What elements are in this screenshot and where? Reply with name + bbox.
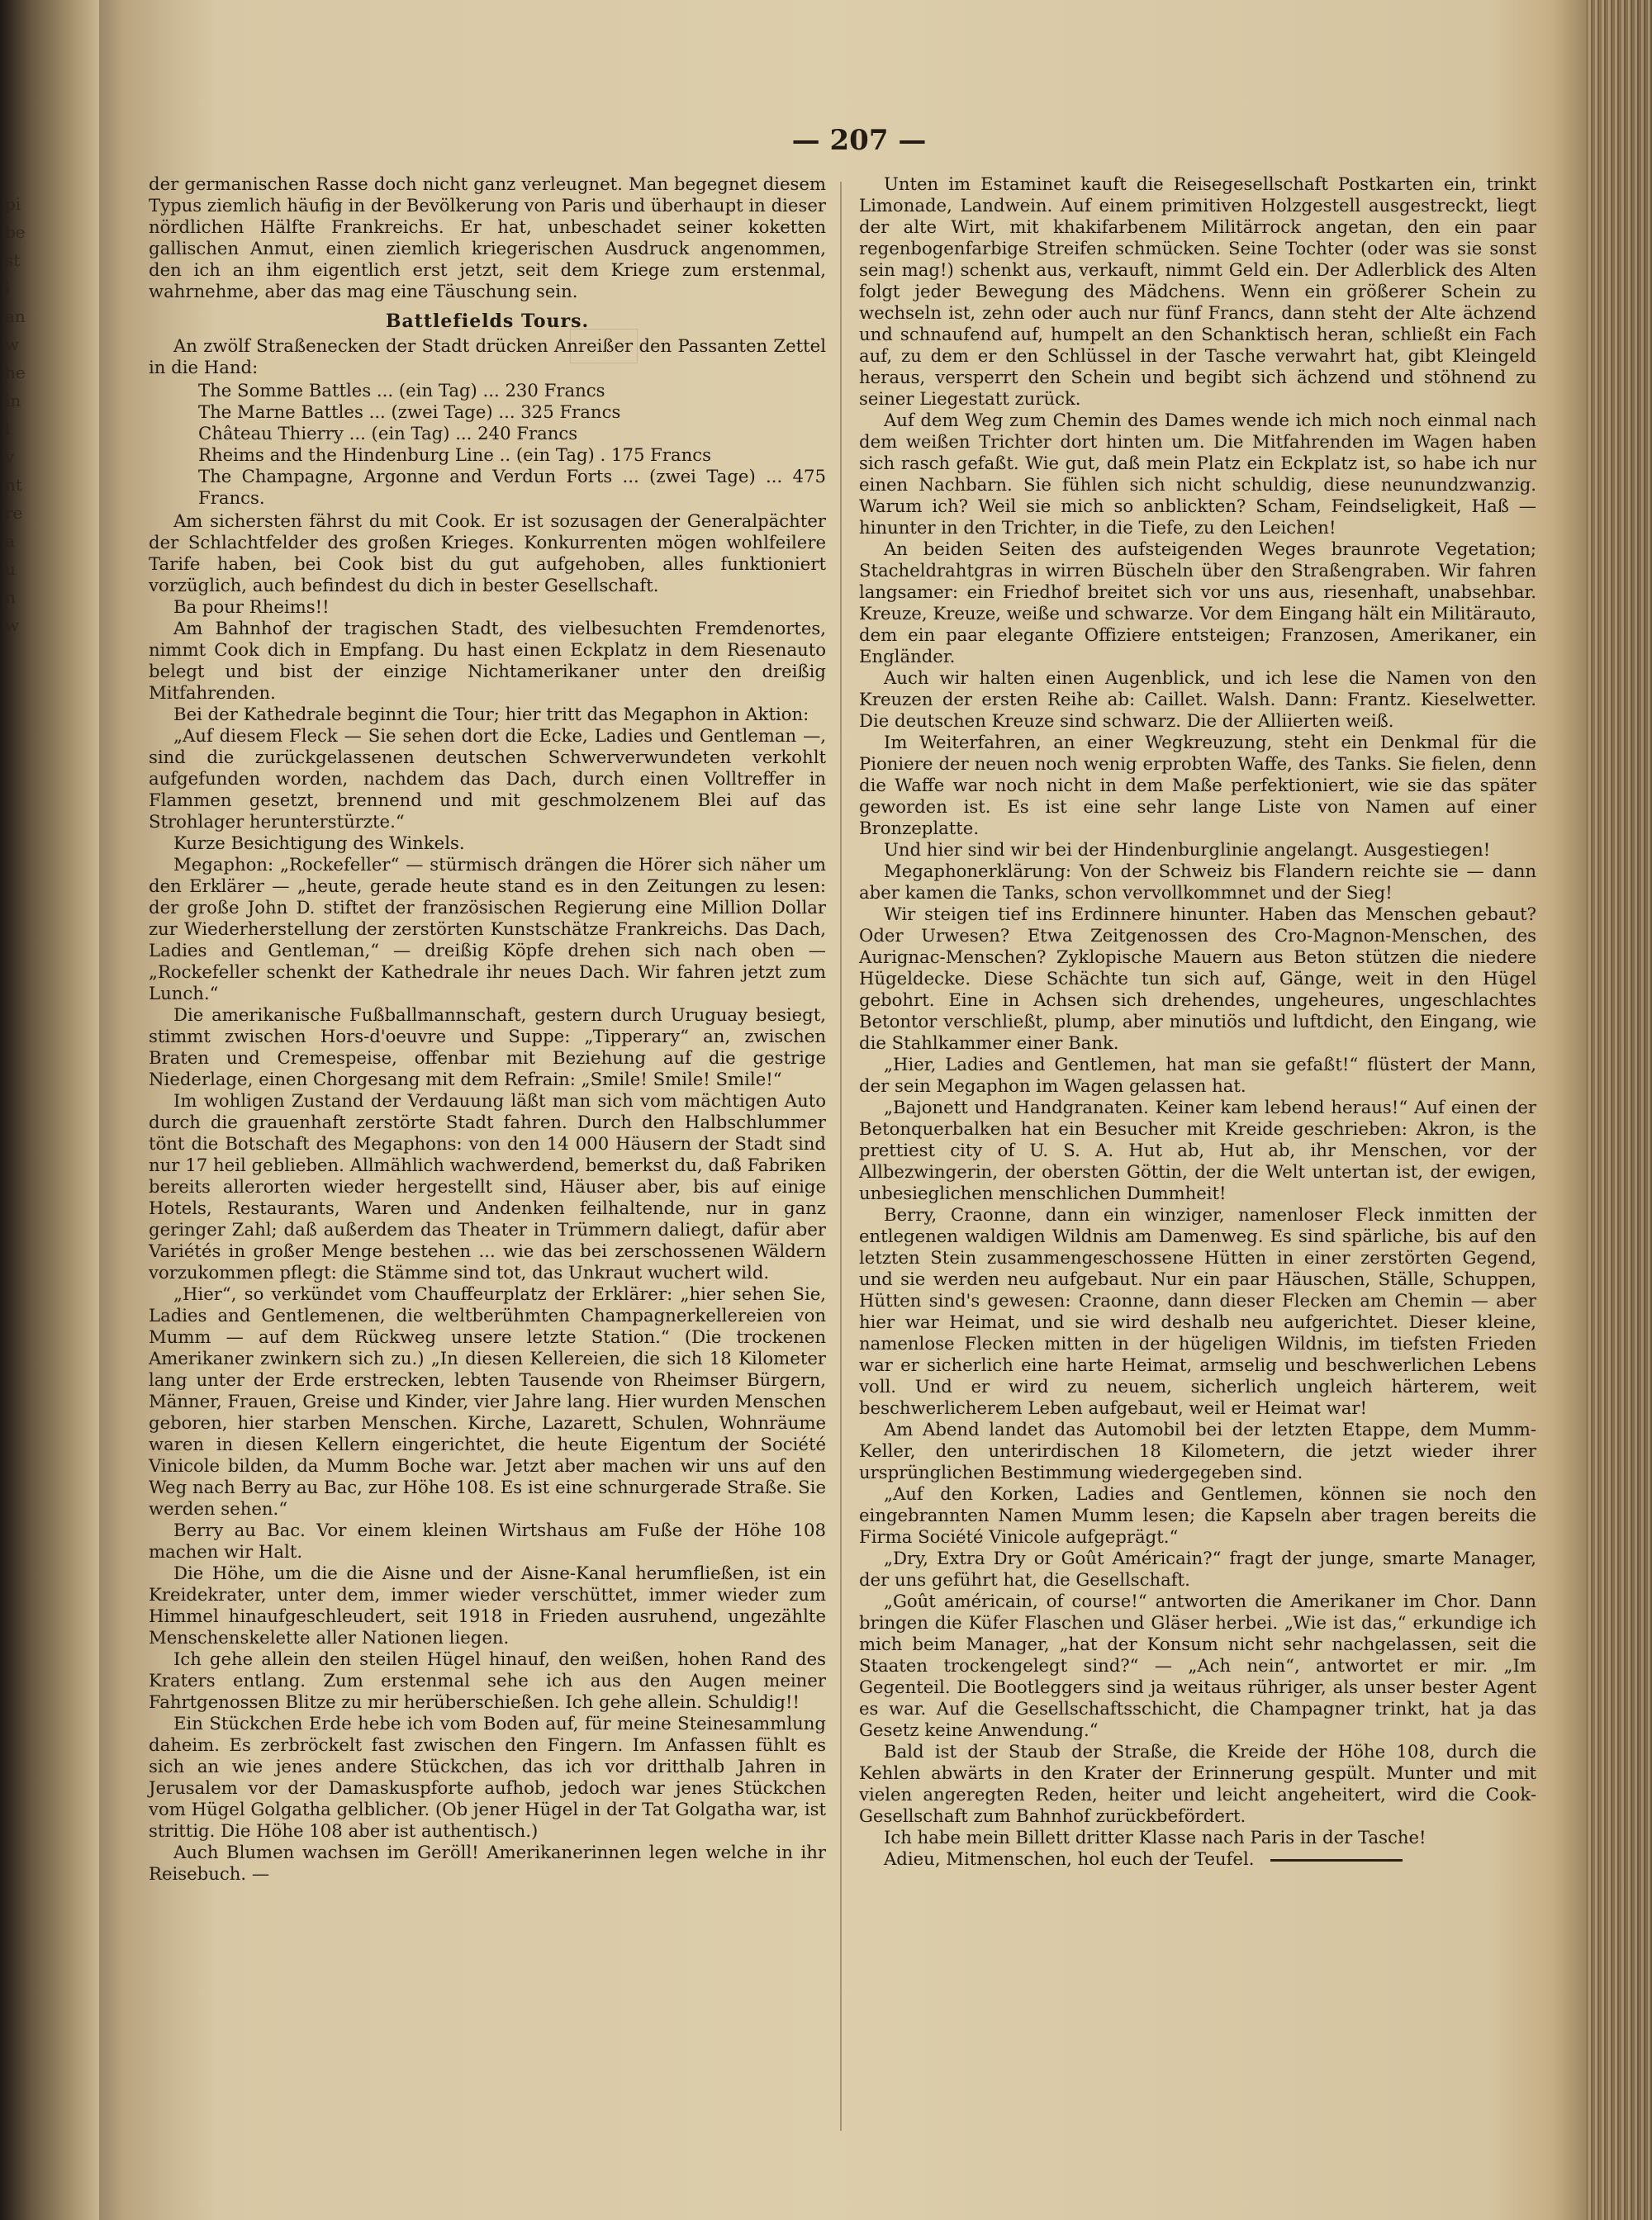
previous-page-text-fragment: pi be st i an w he in l v nt re a u n w	[5, 194, 26, 635]
tour-item: Rheims and the Hindenburg Line .. (ein Tag) . 175 Francs	[198, 444, 712, 465]
tour-item: Château Thierry ... (ein Tag) ... 240 Francs	[198, 423, 578, 444]
column-divider	[840, 182, 842, 2131]
paragraph: Ich habe mein Billett dritter Klasse nach Paris in der Tasche!	[884, 1827, 1427, 1848]
closing-text: Adieu, Mitmenschen, hol euch der Teufel.	[884, 1848, 1255, 1869]
end-rule	[1270, 1859, 1403, 1862]
paragraph: Unten im Estaminet kauft die Reisegesellschaft Postkarten ein, trinkt Limonade, Landwein. Auf einem primitiven Holzgestell ausgestreckt, liegt der alte Wirt, mit khakifarbenem Militärrock angetan, den ein paar regenbogenfarbige Streifen schmücken. Seine Tochter (oder was sie sonst sein mag!) schenkt aus, verkauft, nimmt Geld ein. Der Adlerblick des Alten folgt jeder Bewegung des Mädchens. Wenn ein größerer Schein zu wechseln ist, zehn oder auch nur fünf Francs, dann steht der Alte ächzend und schnaufend auf, humpelt an den Schanktisch heran, schließt ein Fach auf, zu dem er den Schlüssel in der Tasche verwahrt hat, gibt Kleingeld heraus, versperrt den Schein und begibt sich ächzend und stöhnend zu seiner Liegestatt zurück.	[859, 173, 1536, 409]
paragraph: Ba pour Rheims!!	[173, 596, 330, 617]
paragraph: Ein Stückchen Erde hebe ich vom Boden auf, für meine Steinesammlung daheim. Es zerbröckelt fast zwischen den Fingern. Im Anfassen fühlt es sich an wie jenes andere Stückchen, das ich vor dritthalb Jahren in Jerusalem vor der Damaskuspforte aufhob, jedoch war jenes Stückchen vom Hügel Golgatha gelblicher. (Ob jener Hügel in der Tat Golgatha war, ist strittig. Die Höhe 108 aber ist authentisch.)	[149, 1713, 826, 1841]
paragraph: Auch Blumen wachsen im Geröll! Amerikanerinnen legen welche in ihr Reisebuch. —	[149, 1842, 826, 1884]
paragraph: „Dry, Extra Dry or Goût Américain?“ fragt der junge, smarte Manager, der uns geführt hat, die Gesellschaft.	[859, 1548, 1536, 1590]
tour-price-list	[198, 380, 826, 509]
book-page	[132, 107, 1594, 2156]
paragraph: „Auf diesem Fleck — Sie sehen dort die Ecke, Ladies und Gentleman —, sind die zurückgelassenen deutschen Schwerverwundeten verkohlt aufgefunden worden, nachdem das Dach, durch einen Volltreffer in Flammen gesetzt, brennend und mit geschmolzenem Blei auf das Strohlager herunterstürzte.“	[149, 725, 826, 832]
paragraph: Die Höhe, um die die Aisne und der Aisne-Kanal herumfließen, ist ein Kreidekrater, unter dem, immer wieder verschüttet, immer wieder zum Himmel hinaufgeschleudert, seit 1918 in Frieden ausruhend, ungezählte Menschenskelette aller Nationen liegen.	[149, 1563, 826, 1648]
paragraph: An beiden Seiten des aufsteigenden Weges braunrote Vegetation; Stacheldrahtgras in wirren Büscheln über den Straßengraben. Wir fahren langsamer: ein Friedhof breitet sich vor uns aus, riesenhaft, unabsehbar. Kreuze, Kreuze, weiße und schwarze. Vor dem Eingang hält ein Militärauto, dem ein paar elegante Offiziere entsteigen; Franzosen, Amerikaner, ein Engländer.	[859, 538, 1536, 666]
paragraph: „Hier, Ladies and Gentlemen, hat man sie gefaßt!“ flüstert der Mann, der sein Megaphon im Wagen gelassen hat.	[859, 1054, 1536, 1096]
paragraph: Und hier sind wir bei der Hindenburglinie angelangt. Ausgestiegen!	[884, 839, 1491, 860]
paragraph: Am sichersten fährst du mit Cook. Er ist sozusagen der Generalpächter der Schlachtfelder des großen Krieges. Konkurrenten mögen wohlfeilere Tarife haben, bei Cook bist du gut aufgehoben, alles funktioniert vorzüglich, auch befindest du dich in bester Gesellschaft.	[149, 510, 826, 595]
paragraph: der germanischen Rasse doch nicht ganz verleugnet. Man begegnet diesem Typus ziemlich häufig in der Bevölkerung von Paris und überhaupt in dieser nördlichen Hälfte Frankreichs. Er hat, unbeschadet seiner koketten gallischen Anmut, einen ziemlich kriegerischen Ausdruck angenommen, den ich an ihm eigentlich erst jetzt, seit dem Kriege zum erstenmal, wahrnehme, aber das mag eine Täuschung sein.	[149, 173, 826, 301]
page-number: — 207 —	[791, 124, 927, 157]
paragraph: „Auf den Korken, Ladies and Gentlemen, können sie noch den eingebrannten Namen Mumm lesen; die Kapseln aber tragen bereits die Firma Société Vinicole aufgeprägt.“	[859, 1483, 1536, 1547]
tour-item: The Somme Battles ... (ein Tag) ... 230 Francs	[198, 380, 605, 401]
previous-page-edge	[0, 0, 99, 2220]
paragraph: Berry, Craonne, dann ein winziger, namenloser Fleck inmitten der entlegenen waldigen Wildnis am Damenweg. Es sind spärliche, bis auf den letzten Stein zusammengeschossene Hütten in einer zerstörten Gegend, und sie werden neu aufgebaut. Nur ein paar Häuschen, Ställe, Schuppen, Hütten sind's gewesen: Craonne, dann dieser Flecken am Chemin — aber hier war Heimat, und sie wird deshalb neu aufgerichtet. Dieser kleine, namenlose Flecken mitten in der hügeligen Wildnis, im tiefsten Frieden war er sicherlich eine harte Heimat, armselig und beschwerlichen Lebens voll. Und er wird zu neuem, sicherlich ungleich härterem, weit beschwerlicherem Leben aufgebaut, weil er Heimat war!	[859, 1204, 1536, 1418]
page-stack-edge	[1586, 0, 1652, 2220]
paragraph: Die amerikanische Fußballmannschaft, gestern durch Uruguay besiegt, stimmt zwischen Hors-d'oeuvre und Suppe: „Tipperary“ an, zwischen Braten und Cremespeise, offenbar mit Beziehung auf die gestrige Niederlage, einen Chorgesang mit dem Refrain: „Smile! Smile! Smile!“	[149, 1004, 826, 1089]
paragraph: Kurze Besichtigung des Winkels.	[173, 832, 465, 853]
paragraph: Am Abend landet das Automobil bei der letzten Etappe, dem Mumm-Keller, den unterirdischen 18 Kilometern, die jetzt wieder ihrer ursprünglichen Bestimmung wiedergegeben sind.	[859, 1419, 1536, 1482]
paragraph: Im Weiterfahren, an einer Wegkreuzung, steht ein Denkmal für die Pioniere der neuen noch wenig erprobten Waffe, des Tanks. Sie fielen, denn die Waffe war noch nicht in dem Maße perfektioniert, wie sie das später geworden ist. Es ist eine sehr lange Liste von Namen auf einer Bronzeplatte.	[859, 732, 1536, 838]
paragraph: Wir steigen tief ins Erdinnere hinunter. Haben das Menschen gebaut? Oder Urwesen? Etwa Zeitgenossen des Cro-Magnon-Menschen, des Aurignac-Menschen? Zyklopische Mauern aus Beton stützen die niedere Hügeldecke. Diese Schächte tun sich auf, Gänge, weit in den Hügel gebohrt. Eine in Achsen sich drehendes, ungeheures, ungeschlachtes Betontor verschließt, plump, aber minutiös und luftdicht, den Eingang, wie die Stahlkammer einer Bank.	[859, 904, 1536, 1053]
right-column	[859, 173, 1536, 1870]
paragraph: Auch wir halten einen Augenblick, und ich lese die Namen von den Kreuzen der ersten Reihe ab: Caillet. Walsh. Dann: Frantz. Kieselwetter. Die deutschen Kreuze sind schwarz. Die der Alliierten weiß.	[859, 667, 1536, 731]
paragraph: Megaphonerklärung: Von der Schweiz bis Flandern reichte sie — dann aber kamen die Tanks, schon vervollkommnet und der Sieg!	[859, 861, 1536, 903]
paragraph: Am Bahnhof der tragischen Stadt, des vielbesuchten Fremdenortes, nimmt Cook dich in Empfang. Du hast einen Eckplatz in dem Riesenauto belegt und bist der einzige Nichtamerikaner unter den dreißig Mitfahrenden.	[149, 618, 826, 703]
paragraph: Ich gehe allein den steilen Hügel hinauf, den weißen, hohen Rand des Kraters entlang. Zum erstenmal sehe ich aus den Augen meiner Fahrtgenossen Blitze zu mir herüberschießen. Ich gehe allein. Schuldig!!	[149, 1648, 826, 1712]
paragraph: Auf dem Weg zum Chemin des Dames wende ich mich noch einmal nach dem weißen Trichter dort hinten um. Die Mitfahrenden im Wagen haben sich rasch gefaßt. Wie gut, daß mein Platz ein Eckplatz ist, so habe ich nur einen Nachbarn. Sie fühlen sich nicht schuldig, diese neunundzwanzig. Warum ich? Weil sie mich so anblickten? Scham, Feindseligkeit, Haß — hinunter in den Trichter, in die Tiefe, zu den Leichen!	[859, 410, 1536, 538]
paragraph: Im wohligen Zustand der Verdauung läßt man sich vom mächtigen Auto durch die grauenhaft zerstörte Stadt fahren. Durch den Halbschlummer tönt die Botschaft des Megaphons: von den 14 000 Häusern der Stadt sind nur 17 heil geblieben. Allmählich wachwerdend, bemerkst du, daß Fabriken bereits allerorten wieder hergestellt sind, Häuser aber, bis auf einige Hotels, Restaurants, Waren und Andenken feilhaltende, nur in ganz geringer Zahl; daß außerdem das Theater in Trümmern daliegt, dafür aber Variétés in großer Menge bestehen ... wie das bei zerschossenen Wäldern vorzukommen pflegt: die Stämme sind tot, das Unkraut wuchert wild.	[149, 1090, 826, 1283]
paragraph: Megaphon: „Rockefeller“ — stürmisch drängen die Hörer sich näher um den Erklärer — „heute, gerade heute stand es in den Zeitungen zu lesen: der große John D. stiftet der französischen Regierung eine Million Dollar zur Wiederherstellung der zerstörten Kunstschätze Frankreichs. Das Dach, Ladies and Gentleman,“ — dreißig Köpfe drehen sich nach oben — „Rockefeller schenkt der Kathedrale ihr neues Dach. Wir fahren jetzt zum Lunch.“	[149, 854, 826, 1003]
tour-item: The Marne Battles ... (zwei Tage) ... 325 Francs	[198, 401, 621, 422]
paragraph: An zwölf Straßenecken der Stadt drücken Anreißer den Passanten Zettel in die Hand:	[149, 335, 826, 377]
paragraph: „Hier“, so verkündet vom Chauffeurplatz der Erklärer: „hier sehen Sie, Ladies and Gentlemenen, die weltberühmten Champagnerkellereien von Mumm — auf dem Rückweg unsere letzte Station.“ (Die trockenen Amerikaner zwinkern sich zu.) „In diesen Kellereien, die sich 18 Kilometer lang unter der Erde erstrecken, lebten Tausende von Rheimser Bürgern, Männer, Frauen, Greise und Kinder, vier Jahre lang. Hier wurden Menschen geboren, hier starben Menschen. Kirche, Lazarett, Schulen, Wohnräume waren in diesen Kellern eingerichtet, die heute Eigentum der Société Vinicole bilden, da Mumm Boche war. Jetzt aber machen wir uns auf den Weg nach Berry au Bac, zur Höhe 108. Es ist eine schnurgerade Straße. Sie werden sehen.“	[149, 1283, 826, 1519]
paragraph: „Bajonett und Handgranaten. Keiner kam lebend heraus!“ Auf einen der Betonquerbalken hat ein Besucher mit Kreide geschrieben: Akron, is the prettiest city of U. S. A. Hut ab, Hut ab, ihr Menschen, vor der Allbezwingerin, der obersten Göttin, der die Welt untertan ist, der ewigen, unbesieglichen menschlichen Dummheit!	[859, 1097, 1536, 1203]
section-heading: Battlefields Tours.	[385, 311, 590, 332]
paragraph: Bei der Kathedrale beginnt die Tour; hier tritt das Megaphon in Aktion:	[173, 704, 809, 724]
tour-item: The Champagne, Argonne and Verdun Forts ... (zwei Tage) ... 475 Francs.	[198, 466, 826, 508]
paragraph: Berry au Bac. Vor einem kleinen Wirtshaus am Fuße der Höhe 108 machen wir Halt.	[149, 1520, 826, 1562]
paragraph: „Goût américain, of course!“ antworten die Amerikaner im Chor. Dann bringen die Küfer Flaschen und Gläser herbei. „Wie ist das,“ erkundige ich mich beim Manager, „hat der Konsum nicht sehr nachgelassen, seit die Staaten trockengelegt sind?“ — „Ach nein“, antwortet er mir. „Im Gegenteil. Die Bootleggers sind ja weitaus rühriger, als unser bester Agent es war. Auf die Gesellschaftsschicht, die Champagner trinkt, hat ja das Gesetz keine Anwendung.“	[859, 1591, 1536, 1740]
left-column	[149, 173, 826, 1885]
closing-line	[859, 1848, 1536, 1870]
paragraph: Bald ist der Staub der Straße, die Kreide der Höhe 108, durch die Kehlen abwärts in den Krater der Erinnerung gespült. Munter und mit vielen angeregten Reden, heiter und leicht angeheitert, wird die Cook-Gesellschaft zum Bahnhof zurückbefördert.	[859, 1741, 1536, 1826]
